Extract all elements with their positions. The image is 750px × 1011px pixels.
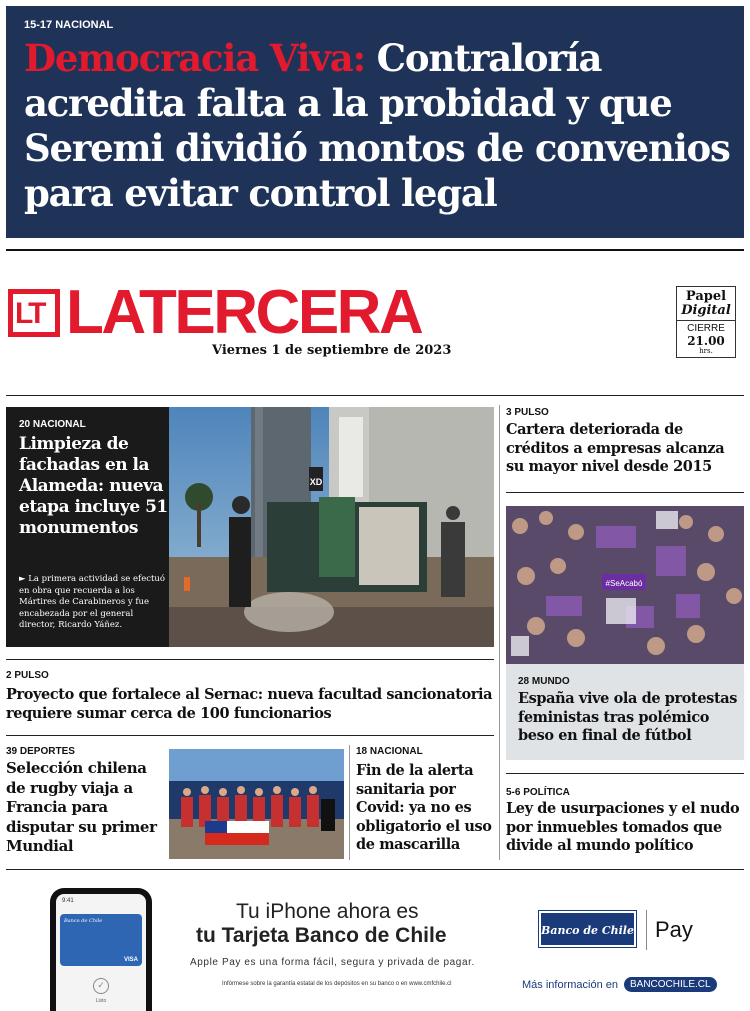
rugby-photo[interactable] bbox=[169, 749, 344, 859]
phone-card-label: Banco de Chile bbox=[64, 918, 103, 924]
story-title-rugby[interactable]: Selección chilena de rugby viaja a Francia para disputar su primer Mundial bbox=[6, 759, 157, 855]
digital-label: Digital bbox=[677, 304, 735, 321]
story-kicker: 2 PULSO bbox=[6, 670, 49, 681]
photo-sign-text: XD bbox=[309, 477, 323, 487]
divider bbox=[6, 735, 494, 736]
divider bbox=[6, 249, 744, 251]
story-kicker: 39 DEPORTES bbox=[6, 746, 75, 757]
protest-photo[interactable] bbox=[506, 506, 744, 664]
banner-kicker: 15-17 NACIONAL bbox=[24, 19, 114, 31]
top-banner[interactable] bbox=[6, 6, 744, 238]
divider bbox=[6, 869, 744, 870]
apple-pay-label: Pay bbox=[655, 917, 693, 942]
column-rule bbox=[499, 405, 500, 860]
papel-digital-box[interactable] bbox=[676, 286, 736, 358]
divider bbox=[6, 659, 494, 660]
story-kicker: 28 MUNDO bbox=[518, 676, 570, 687]
ad-headline-line2: tu Tarjeta Banco de Chile bbox=[196, 924, 447, 947]
check-icon: ✓ bbox=[93, 978, 109, 994]
phone-illustration bbox=[50, 888, 152, 1011]
divider bbox=[646, 910, 647, 950]
edition-date: Viernes 1 de septiembre de 2023 bbox=[212, 343, 452, 358]
ad-headline-line1: Tu iPhone ahora es bbox=[236, 900, 419, 923]
more-info-label: Más información en bbox=[522, 979, 618, 991]
banner-headline-highlight: Democracia Viva: bbox=[24, 36, 365, 80]
bank-url-link[interactable]: BANCOCHILE.CL bbox=[624, 977, 717, 992]
column-rule bbox=[349, 745, 350, 860]
papel-label: Papel bbox=[685, 289, 727, 304]
logo[interactable]: LATERCERA bbox=[66, 278, 422, 347]
story-title-spain[interactable]: España vive ola de protestas feministas tras polémico beso en final de fútbol bbox=[518, 690, 737, 744]
cierre-unit: hrs. bbox=[699, 347, 713, 355]
feature-title[interactable]: Limpieza de fachadas en la Alameda: nueva etapa incluye 51 monumentos bbox=[19, 434, 168, 538]
divider bbox=[506, 773, 744, 774]
phone-time: 9:41 bbox=[62, 898, 74, 904]
banner-headline[interactable] bbox=[24, 36, 739, 216]
feature-story[interactable] bbox=[6, 407, 494, 647]
story-title-usurpaciones[interactable]: Ley de usurpaciones y el nudo por inmuebles tomados que divide al mundo político bbox=[506, 800, 740, 854]
banco-de-chile-logo: Banco de Chile bbox=[539, 911, 636, 947]
phone-status: Listo bbox=[95, 998, 107, 1004]
cierre-time: 21.00 bbox=[687, 334, 725, 348]
story-kicker: 5-6 POLÍTICA bbox=[506, 787, 570, 798]
story-kicker: 18 NACIONAL bbox=[356, 746, 423, 757]
logo-mark-text: LT bbox=[15, 297, 44, 330]
banco-de-chile-ad[interactable] bbox=[0, 872, 750, 1011]
ad-subtitle: Apple Pay es una forma fácil, segura y privada de pagar. bbox=[190, 957, 475, 968]
cierre-label: CIERRE bbox=[687, 323, 725, 334]
divider bbox=[506, 492, 744, 493]
story-title-sernac[interactable]: Proyecto que fortalece al Sernac: nueva facultad sancionatoria requiere sumar cerca de 100 funcionarios bbox=[6, 686, 493, 722]
feature-photo[interactable] bbox=[169, 407, 494, 647]
feature-kicker: 20 NACIONAL bbox=[19, 419, 86, 430]
divider bbox=[6, 395, 744, 396]
story-title-covid[interactable]: Fin de la alerta sanitaria por Covid: ya no es obligatorio el uso de mascarilla bbox=[356, 762, 492, 853]
protest-sign-text: #SeAcabó bbox=[605, 579, 643, 588]
story-kicker: 3 PULSO bbox=[506, 407, 549, 418]
apple-pay-logo bbox=[655, 917, 693, 943]
spain-story-box[interactable] bbox=[506, 664, 744, 760]
phone-card-brand: VISA bbox=[123, 957, 138, 963]
logo-mark[interactable] bbox=[8, 289, 60, 337]
story-title-credit[interactable]: Cartera deteriorada de créditos a empresas alcanza su mayor nivel desde 2015 bbox=[506, 421, 725, 475]
banner-headline-text: Contraloría acredita falta a la probidad y que Seremi dividió montos de convenios para evitar control legal bbox=[24, 36, 730, 215]
phone-card bbox=[60, 914, 142, 966]
feature-body: ► La primera actividad se efectuó en obra que recuerda a los Mártires de Carabineros y fue encabezada por el general director, Ricardo Yáñez. bbox=[19, 574, 166, 630]
ad-legal: Infórmese sobre la garantía estatal de los depósitos en su banco o en www.cmfchile.cl bbox=[222, 981, 452, 987]
